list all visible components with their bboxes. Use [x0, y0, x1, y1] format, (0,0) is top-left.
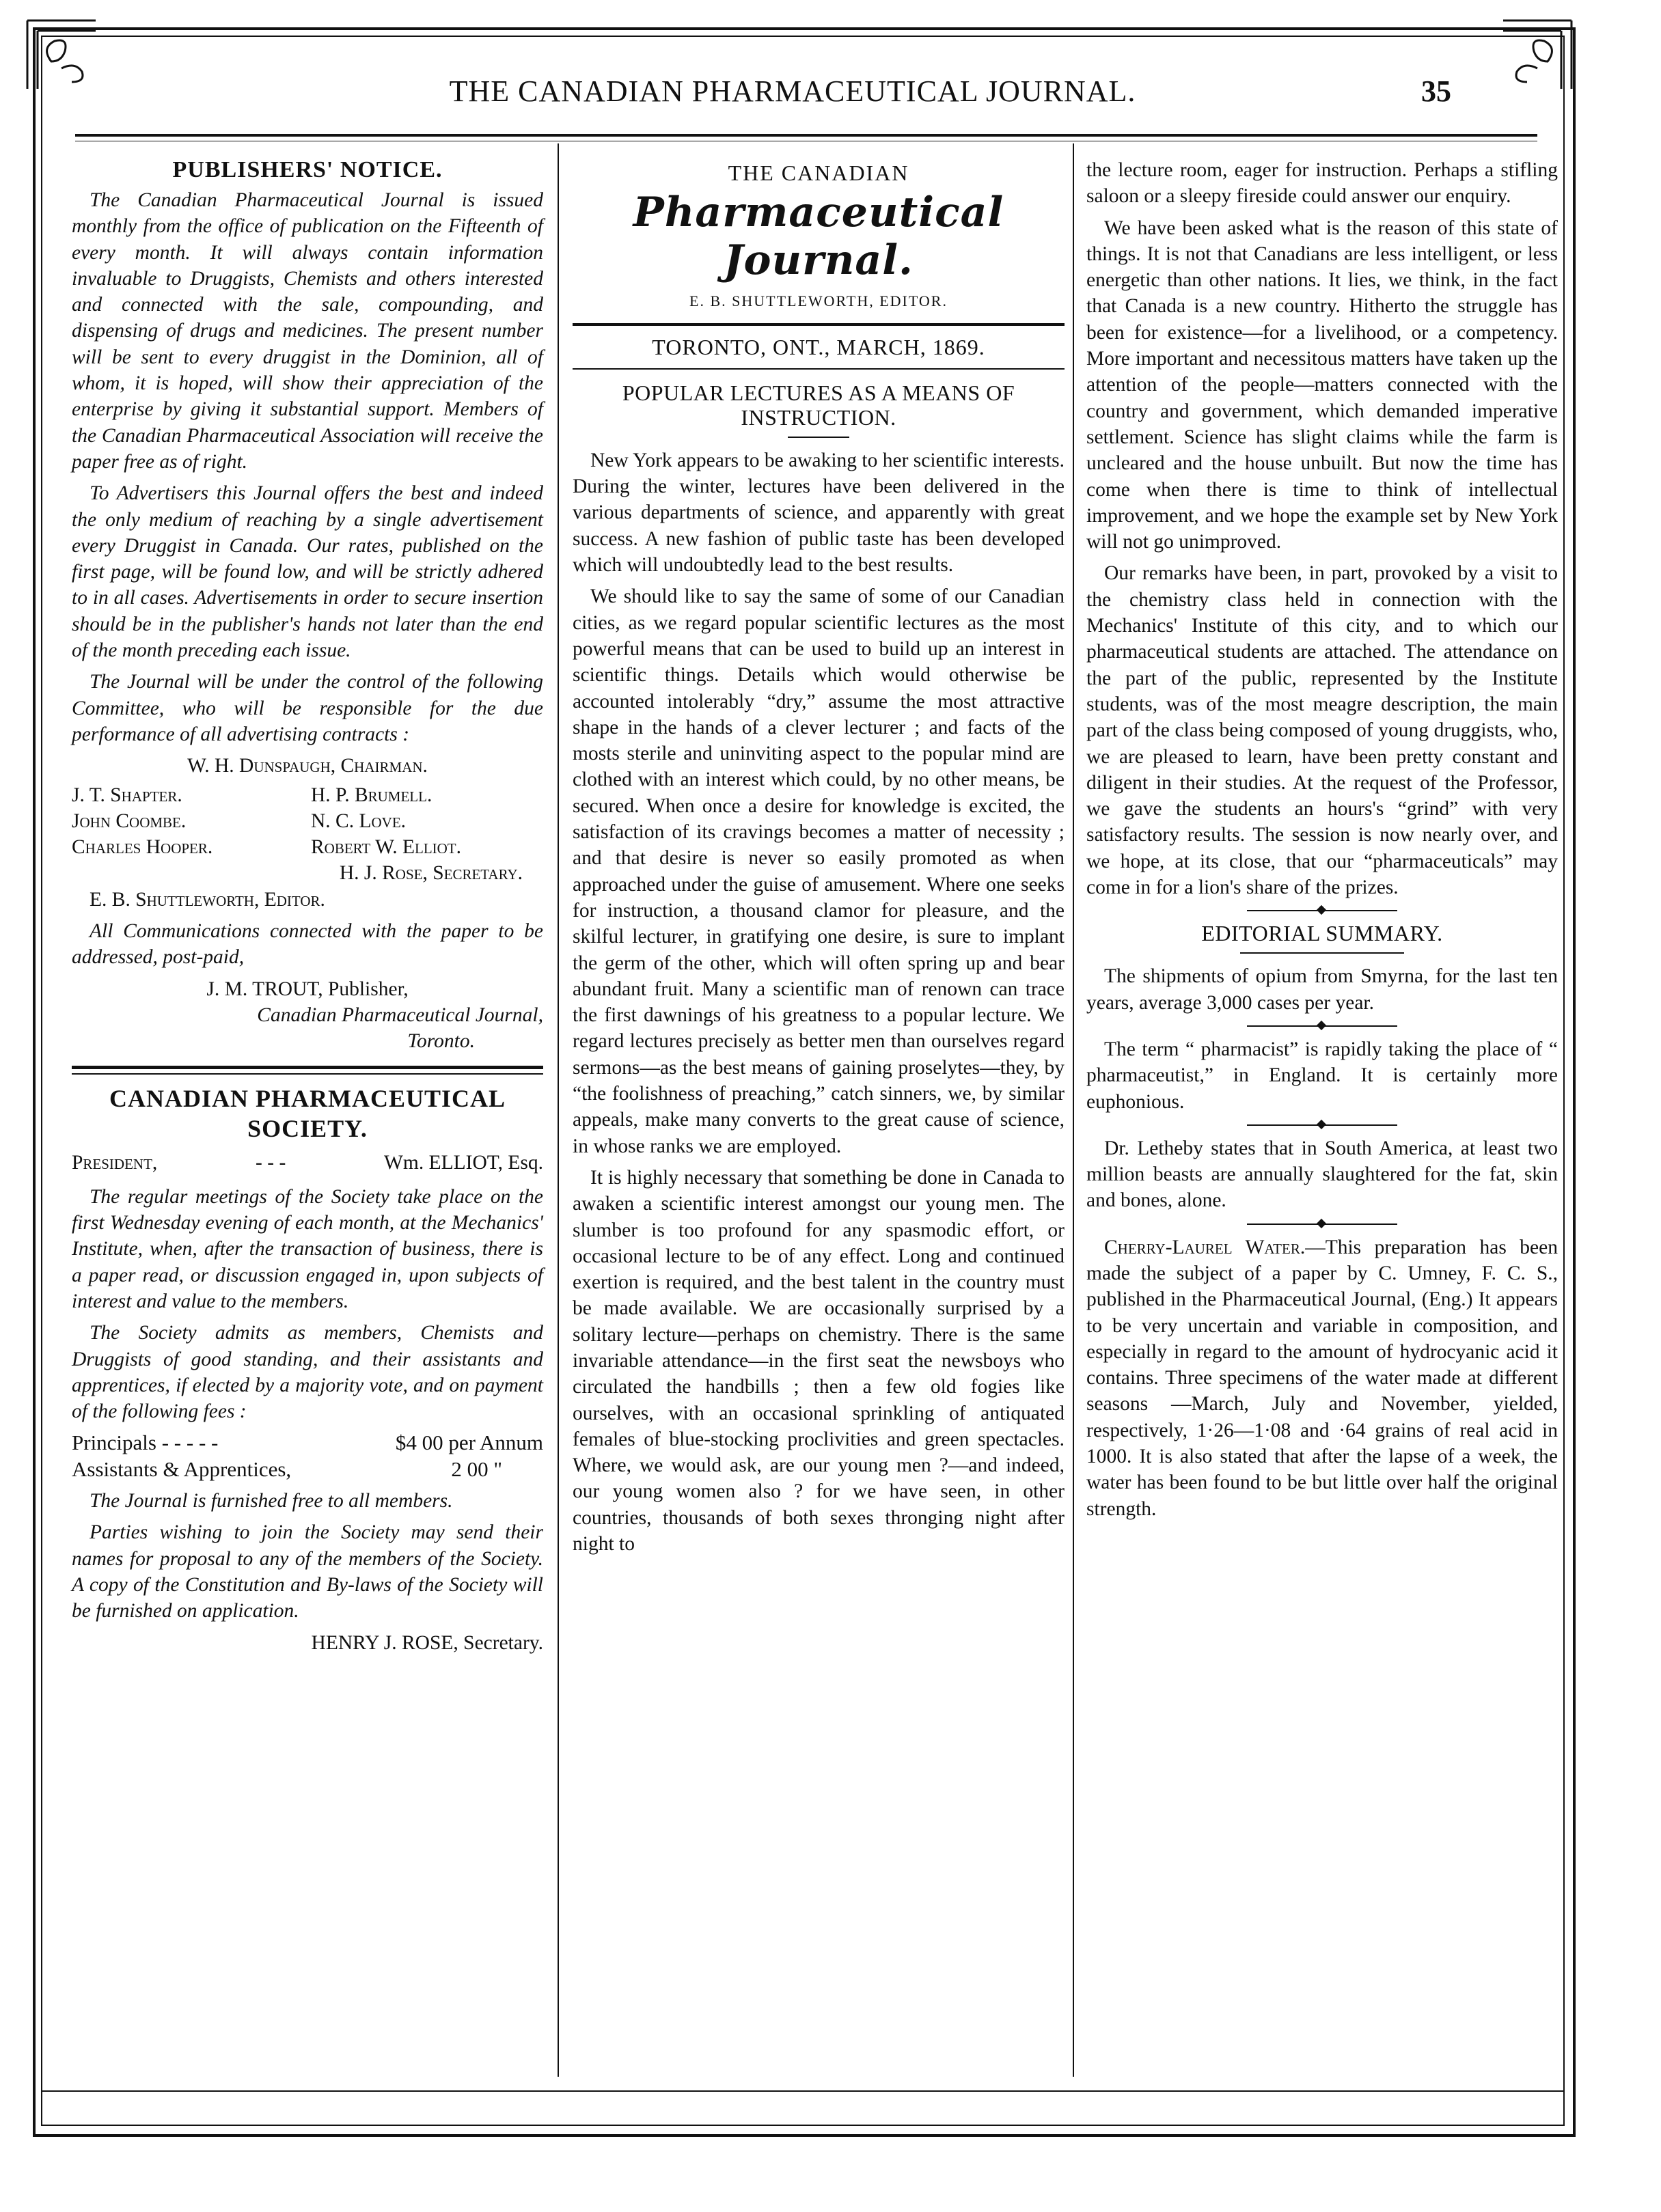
fee-row-assistants [72, 1456, 543, 1482]
article-continued-para-2: We have been asked what is the reason of this state of things. It is not that Canadians are less intelligent, or less energetic than other nations. It lies, we think, in the fact that Canada is a new country. Hitherto the struggle has been for existence—for a livelihood, or a competency. More important and necessitous matters have taken up the attention of the people—matters connected with the country and government, which demanded imperative settlement. Science has slight claims while the farm is uncleared and the house unbuilt. But now the time has come when there is time to think of intellectual improvement, and we hope the example set by New York will not go unimproved. [1086, 217, 1558, 553]
summary-item-4 [1086, 1234, 1558, 1522]
column-middle [573, 157, 1065, 1562]
committee-secretary: H. J. Rose, Secretary. [339, 862, 523, 885]
article-continued-para-3: Our remarks have been, in part, provoked by a visit to the chemistry class held in connection with the Mechanics' Institute of this city, and to which our pharmaceutical students are attached. The attendance on the part of the public, represented by the Institute students, was of the most meagre description, the main part of the class being composed of young druggists, who, we are pleased to learn, have been pretty constant and diligent in their studies. At the request of the Professor, we gave the students an hours's “grind” with very satisfactory results. The session is now nearly over, and we hope, at its close, that our “pharmaceuticals” may come in for a lion's share of the prizes. [1086, 562, 1558, 899]
item-body: —This preparation has been made the subject of a paper by C. Umney, F. C. S., published in the Pharmaceutical Journal, (Eng.) It appears to be very uncertain and variable in composition, and especially in regard to the amount of hydrocyanic acid it contains. Three specimens of the water made at different seasons —March, July and November, yielded, respectively, 1·26—1·08 and ·64 grains of real acid in 1000. It is also stated that after the lapse of a week, the water has been found to be but little over half the original strength. [1086, 1236, 1558, 1520]
editorial-summary-heading: EDITORIAL SUMMARY. [1201, 921, 1443, 946]
column-divider-1 [558, 143, 559, 2077]
society-signature: HENRY J. ROSE, Secretary. [311, 1631, 543, 1654]
editor-line: E. B. Shuttleworth, Editor. [90, 888, 325, 911]
committee-member: J. T. Shapter. [72, 784, 182, 806]
publisher-city: Toronto. [407, 1030, 475, 1053]
publishers-notice-para-1: The Canadian Pharmaceutical Journal is issued monthly from the office of publication on the Fifteenth of every month. It will always contain information invaluable to Druggists, Chemists and others interested and connected with the sale, compounding, and dispensing of drugs and medicines. The present number will be sent to every druggist in the Dominion, all of whom, it is hoped, will show their appreciation of the enterprise by giving it substantial support. Members of the Canadian Pharmaceutical Association will receive the paper free as of right. [72, 189, 543, 473]
society-para-4: Parties wishing to join the Society may send their names for proposal to any of the members of the Society. A copy of the Constitution and By-laws of the Society will be furnished on application. [72, 1521, 543, 1622]
publishers-notice-heading: PUBLISHERS' NOTICE. [172, 157, 443, 182]
communications-note: All Communications connected with the paper to be addressed, post-paid, [72, 920, 543, 969]
item-rule [1247, 1124, 1397, 1126]
masthead-editor: E. B. SHUTTLEWORTH, EDITOR. [689, 292, 948, 310]
fee-value: $4 00 per Annum [395, 1430, 543, 1455]
president-name: Wm. ELLIOT, Esq. [384, 1151, 543, 1174]
committee-members [72, 782, 543, 861]
society-para-2: The Society admits as members, Chemists and Druggists of good standing, and their assistants and apprentices, if elected by a majority vote, and on payment of the following fees : [72, 1322, 543, 1423]
running-header-title: THE CANADIAN PHARMACEUTICAL JOURNAL. [449, 74, 1136, 108]
fee-row-principals [72, 1430, 543, 1456]
article-para-2: We should like to say the same of some of our Canadian cities, as we regard popular scientific lectures as the most powerful means that can be used to build up an interest in scientific things. Details which would otherwise be accounted intolerably “dry,” assume the most attractive shape in the hands of a clever lecturer ; and facts of the mosts sterile and uninviting aspect to the popular mind are clothed with an interest which could, by no other means, be secured. When once a desire for knowledge is excited, the satisfaction of its cravings becomes a matter of necessity ; and that desire is never so easily promoted as when approached under the guise of amusement. Where one seeks for instruction, a thousand clamor for pleasure, and the skilful lecturer, in gratifying one desire, is sure to implant the germ of the other, which will often spring up and bear abundant fruit. Many a scientific man of renown can trace the first dawnings of his greatness to a popular lecture. We regard lectures precisely as better men than ourselves regard sermons—as the best means of gaining proselytes—they, by “the foolishness of preaching,” catch sinners, we, by similar appeals, make many converts to the great cause of science, in whose ranks we are employed. [573, 585, 1065, 1157]
society-para-1: The regular meetings of the Society take place on the first Wednesday evening of each month, at the Mechanics' Institute, when, after the transaction of business, there is a paper read, or discussion engaged in, upon subjects of interest and value to the members. [72, 1185, 543, 1312]
committee-member: N. C. Love. [311, 810, 407, 832]
section-rule [1247, 910, 1397, 911]
fee-label: Assistants & Apprentices, [72, 1456, 292, 1481]
summary-item-3: Dr. Letheby states that in South America, at least two million beasts are annually slaughtered for the fat, skin and bones, alone. [1086, 1137, 1558, 1212]
column-right [1086, 157, 1558, 1527]
item-rule [1247, 1223, 1397, 1225]
president-label: President, [72, 1151, 158, 1174]
issue-date-line: TORONTO, ONT., MARCH, 1869. [573, 323, 1065, 370]
column-divider-2 [1073, 143, 1074, 2077]
society-heading-line-2: SOCIETY. [247, 1114, 368, 1142]
item-lead: Cherry-Laurel Water. [1104, 1236, 1306, 1258]
committee-member: H. P. Brumell. [311, 784, 433, 806]
committee-chairman: W. H. Dunspaugh, Chairman. [187, 755, 428, 777]
publisher-name: J. M. TROUT, Publisher, [206, 978, 409, 1000]
society-para-3: The Journal is furnished free to all members. [90, 1490, 453, 1512]
president-dashes: - - - [256, 1151, 286, 1174]
masthead-name: Pharmaceutical Journal. [633, 189, 1004, 285]
item-rule [1247, 1025, 1397, 1027]
title-rule [788, 437, 849, 438]
summary-item-1: The shipments of opium from Smyrna, for the last ten years, average 3,000 cases per year. [1086, 965, 1558, 1014]
corner-ornament-left [20, 14, 102, 96]
fee-label: Principals - - - - - [72, 1430, 219, 1455]
summary-item-2: The term “ pharmacist” is rapidly taking the place of “ pharmaceutist,” in England. It is certainly more euphonious. [1086, 1038, 1558, 1113]
page-number: 35 [1421, 74, 1451, 108]
heading-rule [1240, 952, 1404, 954]
committee-member: Robert W. Elliot. [311, 836, 462, 859]
society-heading-line-1: CANADIAN PHARMACEUTICAL [109, 1084, 506, 1112]
society-president-row [72, 1150, 543, 1176]
section-separator [72, 1066, 543, 1075]
publisher-paper: Canadian Pharmaceutical Journal, [257, 1004, 543, 1026]
header-rule [75, 134, 1537, 141]
column-left [72, 157, 543, 1656]
publishers-notice-para-2: To Advertisers this Journal offers the best and indeed the only medium of reaching by a single advertisement every Druggist in Canada. Our rates, published on the first page, will be found low, and will be strictly adhered to in all cases. Advertisements in order to secure insertion should be in the publisher's hands not later than the end of the month preceding each issue. [72, 482, 543, 662]
article-para-3: It is highly necessary that something be done in Canada to awaken a scientific interest amongst our young men. The slumber is too profound for any spasmodic effort, or occasional lecture to be of any effect. Long and continued exertion is required, and the best talent in the country must be made available. We are occasionally surprised by a solitary lecture—perhaps on chemistry. There is the same invariable attendance—in the first seat the newsboys who circulated the handbills ; then a few old fogies like ourselves, with an occasional sprinkling of antiquated females of blue-stocking proclivities and green spectacles. Where, we would ask, are our young men ?—and indeed, our young women also ? for we have seen, in other countries, thousands of both sexes thronging night after night to [573, 1166, 1065, 1556]
article-para-1: New York appears to be awaking to her scientific interests. During the winter, lectures have been delivered in the various departments of science, and apparently with great success. A new fashion of public taste has been developed which will undoubtedly lead to the best results. [573, 449, 1065, 577]
committee-member: Charles Hooper. [72, 836, 213, 859]
masthead-top: THE CANADIAN [728, 161, 909, 185]
article-title: POPULAR LECTURES AS A MEANS OF INSTRUCTION. [622, 380, 1015, 430]
corner-ornament-right [1496, 14, 1578, 96]
article-continued-para-1: the lecture room, eager for instruction. Perhaps a stifling saloon or a sleepy fireside could answer our enquiry. [1086, 159, 1558, 208]
publishers-notice-para-3: The Journal will be under the control of the following Committee, who will be responsible for the due performance of all advertising contracts : [72, 671, 543, 745]
committee-member: John Coombe. [72, 810, 187, 832]
footer-rule [41, 2090, 1565, 2092]
fee-value: 2 00 " [451, 1456, 502, 1481]
